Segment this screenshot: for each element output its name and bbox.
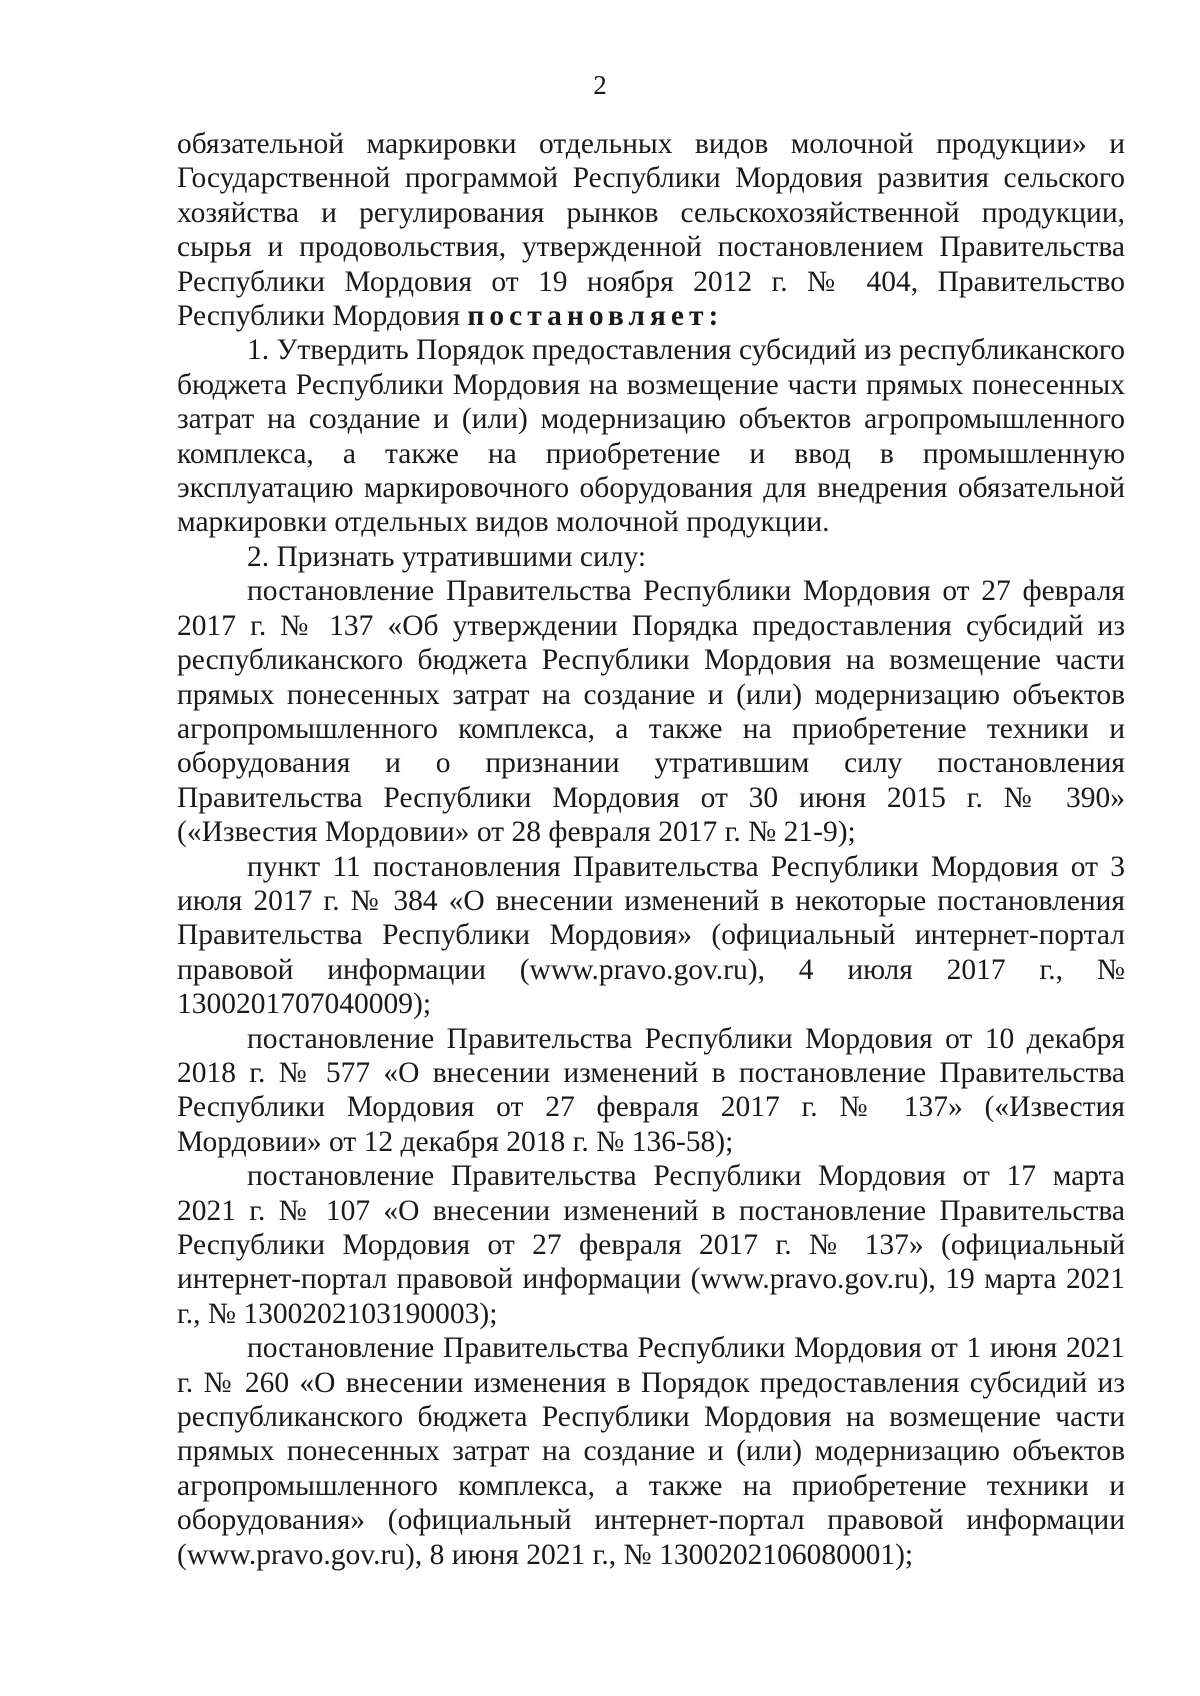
repealed-act-2017-137: постановление Правительства Республики Мордовия от 27 февраля 2017 г. № 137 «Об утверждении Порядка предоставления субсидий из республиканского бюджета Республики Мордовия на возмещение части прямых понесенных затрат на создание и (или) модернизацию объектов агропромышленного комплекса, а также на приобретение техники и оборудования и о признании утратившим силу постановления Правительства Республики Мордовия от 30 июня 2015 г. № 390» («Известия Мордовии» от 28 февраля 2017 г. № 21-9); — [177, 575, 1125, 849]
item-repeal-heading: 2. Признать утратившими силу: — [247, 540, 647, 573]
repealed-act-2017-384: пункт 11 постановления Правительства Республики Мордовия от 3 июля 2017 г. № 384 «О внесении изменений в некоторые постановления Правительства Республики Мордовия» (официальный интернет-портал правовой информации (www.pravo.gov.ru), 4 июля 2017 г., № 1300201707040009); — [177, 850, 1125, 1021]
repealed-act-2018-577: постановление Правительства Республики Мордовия от 10 декабря 2018 г. № 577 «О внесении изменений в постановление Правительства Республики Мордовия от 27 февраля 2017 г. № 137» («Известия Мордовии» от 12 декабря 2018 г. № 136-58); — [177, 1022, 1125, 1158]
item-approve-procedure: 1. Утвердить Порядок предоставления субсидий из республиканского бюджета Республики Мордовия на возмещение части прямых понесенных затрат на создание и (или) модернизацию объектов агропромышленного комплекса, а также на приобретение и ввод в промышленную эксплуатацию маркировочного оборудования для внедрения обязательной маркировки отдельных видов молочной продукции. — [177, 334, 1125, 539]
document-body — [177, 127, 1125, 1572]
repealed-act-2021-107: постановление Правительства Республики Мордовия от 17 марта 2021 г. № 107 «О внесении изменений в постановление Правительства Республики Мордовия от 27 февраля 2017 г. № 137» (официальный интернет-портал правовой информации (www.pravo.gov.ru), 19 марта 2021 г., № 1300202103190003); — [177, 1160, 1125, 1330]
repealed-act-2021-260: постановление Правительства Республики Мордовия от 1 июня 2021 г. № 260 «О внесении изменения в Порядок предоставления субсидий из республиканского бюджета Республики Мордовия на возмещение части прямых понесенных затрат на создание и (или) модернизацию объектов агропромышленного комплекса, а также на приобретение техники и оборудования» (официальный интернет-портал правовой информации (www.pravo.gov.ru), 8 июня 2021 г., № 1300202106080001); — [177, 1332, 1125, 1571]
preamble-text: обязательной маркировки отдельных видов молочной продукции» и Государственной программой Республики Мордовия развития сельского хозяйства и регулирования рынков сельскохозяйственной продукции, сырья и продовольствия, утвержденной постановлением Правительства Республики Мордовия от 19 ноября 2012 г. № 404, Правительство Республики Мордовия — [177, 128, 1125, 333]
page-number: 2 — [593, 70, 607, 100]
preamble-paragraph — [177, 127, 1125, 333]
decree-word: постановляет: — [467, 300, 724, 333]
